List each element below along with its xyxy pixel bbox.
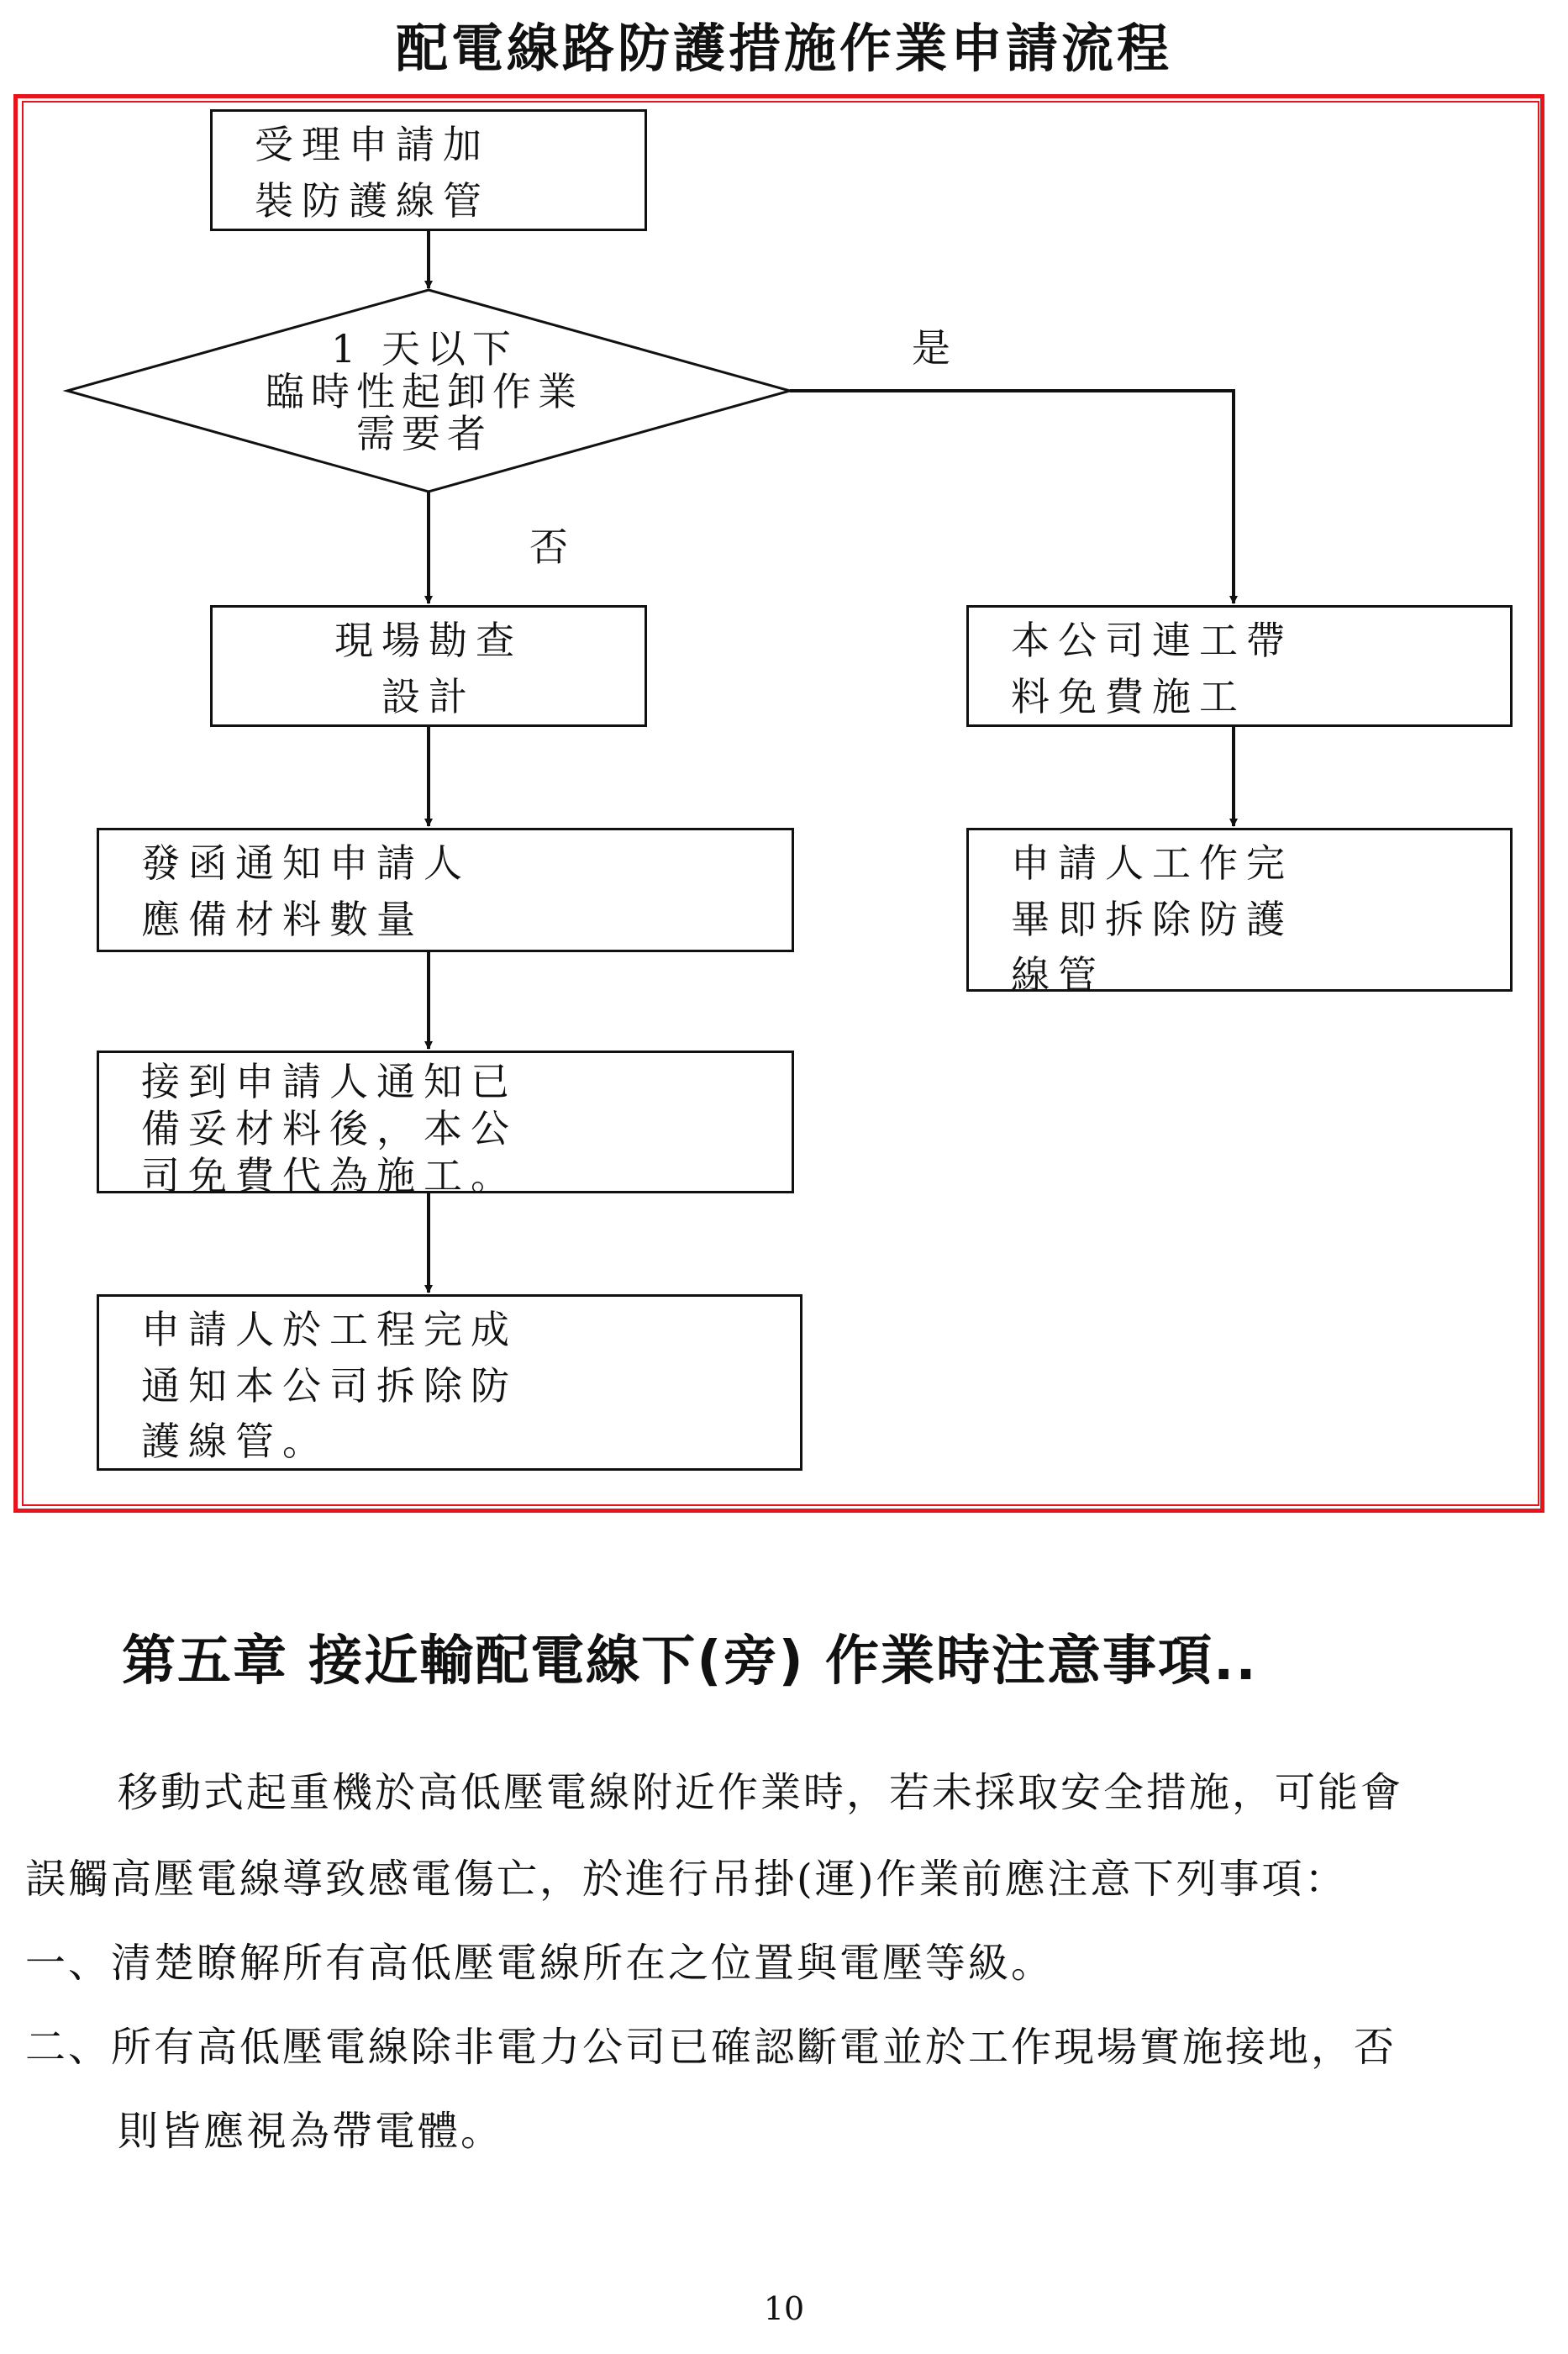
flow-step-remove-line3: 線管	[1011, 952, 1105, 998]
page-number: 10	[763, 2290, 805, 2327]
flow-step-free-work-line1: 本公司連工帶	[1011, 618, 1293, 663]
flow-step-free-work-line2: 料免費施工	[1011, 673, 1246, 719]
flow-step-apply-line2: 裝防護線管	[255, 177, 490, 224]
flow-step-apply	[210, 109, 647, 231]
list-item-2-line-1: 二、所有高低壓電線除非電力公司已確認斷電並於工作現場實施接地，否	[25, 2024, 1397, 2071]
flow-step-construct-line2: 備妥材料後，本公	[141, 1106, 518, 1152]
yes-label: 是	[912, 325, 950, 371]
chapter-title: 第五章 接近輸配電線下(旁) 作業時注意事項..	[122, 1630, 1258, 1693]
flow-step-finish-line3: 護線管。	[141, 1419, 329, 1465]
flow-step-remove-line1: 申請人工作完	[1011, 840, 1293, 886]
decision-line3: 需要者	[356, 411, 492, 457]
flow-step-free-work	[966, 605, 1513, 727]
flow-step-construct-line1: 接到申請人通知已	[141, 1059, 518, 1104]
arrow-decision-to-free-work	[790, 391, 1234, 603]
flow-step-notify-line1: 發函通知申請人	[141, 840, 471, 886]
flow-step-notify	[97, 828, 794, 952]
flow-step-construct	[97, 1051, 794, 1199]
list-item-2-line-2: 則皆應視為帶電體。	[118, 2108, 504, 2155]
decision-line1: 1 天以下	[331, 326, 518, 371]
flow-step-construct-line3: 司免費代為施工。	[141, 1153, 518, 1199]
flow-step-remove	[966, 828, 1513, 998]
flow-step-survey	[210, 605, 647, 727]
flow-step-survey-line1: 現場勘查	[334, 618, 523, 663]
flow-step-finish	[97, 1294, 802, 1471]
flow-step-notify-line2: 應備材料數量	[141, 896, 424, 942]
decision-line2: 臨時性起卸作業	[266, 368, 583, 414]
list-item-1: 一、清楚瞭解所有高低壓電線所在之位置與電壓等級。	[25, 1940, 1055, 1987]
intro-line-1: 移動式起重機於高低壓電線附近作業時，若未採取安全措施，可能會	[118, 1769, 1404, 1816]
page-title: 配電線路防護措施作業申請流程	[395, 18, 1172, 79]
flow-step-remove-line2: 畢即拆除防護	[1011, 896, 1293, 942]
no-label: 否	[529, 524, 568, 570]
flow-step-finish-line2: 通知本公司拆除防	[141, 1362, 518, 1409]
decision-text	[168, 328, 681, 456]
intro-line-2: 誤觸高壓電線導致感電傷亡，於進行吊掛(運)作業前應注意下列事項：	[25, 1856, 1348, 1903]
flow-step-survey-line2: 設計	[381, 673, 476, 719]
flow-step-finish-line1: 申請人於工程完成	[141, 1307, 518, 1352]
flow-step-apply-line1: 受理申請加	[255, 122, 490, 167]
